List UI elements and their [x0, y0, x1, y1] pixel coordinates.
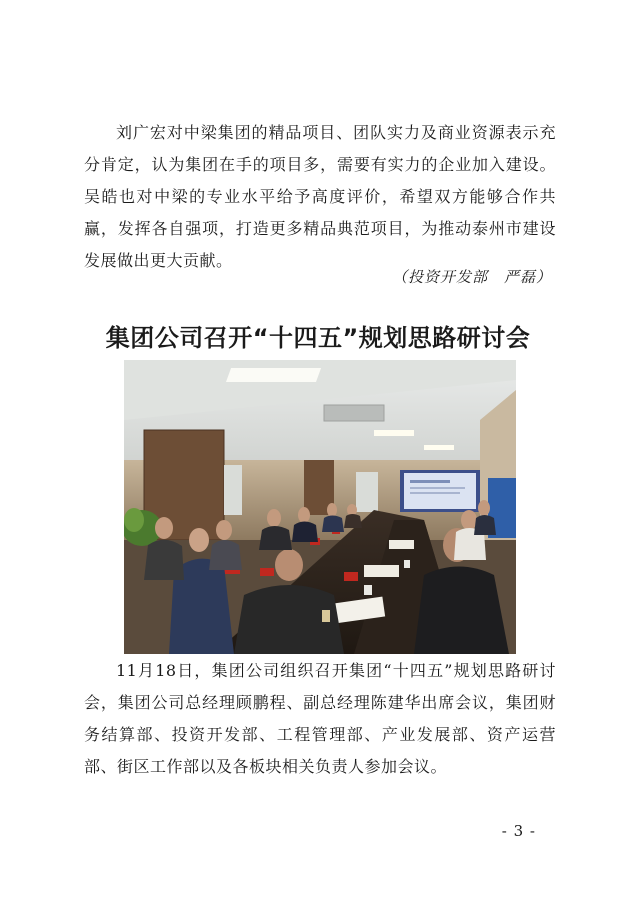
article-title: 集团公司召开“十四五”规划思路研讨会: [105, 324, 531, 352]
body-paragraph-1: 刘广宏对中梁集团的精品项目、团队实力及商业资源表示充分肯定，认为集团在手的项目多，需要有实力的企业加入建设。吴皓也对中梁的专业水平给予高度评价，希望双方能够合作共赢，发挥各自强项，打造更多精品典范项目，为推动泰州市建设发展做出更大贡献。: [84, 123, 556, 270]
meeting-room-photo: [124, 360, 516, 654]
body-paragraph-2: 11月18日，集团公司组织召开集团“十四五”规划思路研讨会，集团公司总经理顾鹏程、副总经理陈建华出席会议，集团财务结算部、投资开发部、工程管理部、产业发展部、资产运营部、街区工作部以及各板块相关负责人参加会议。: [84, 661, 556, 776]
author-signature: （投资开发部 严磊）: [391, 268, 552, 286]
page-number: - 3 -: [501, 822, 536, 840]
